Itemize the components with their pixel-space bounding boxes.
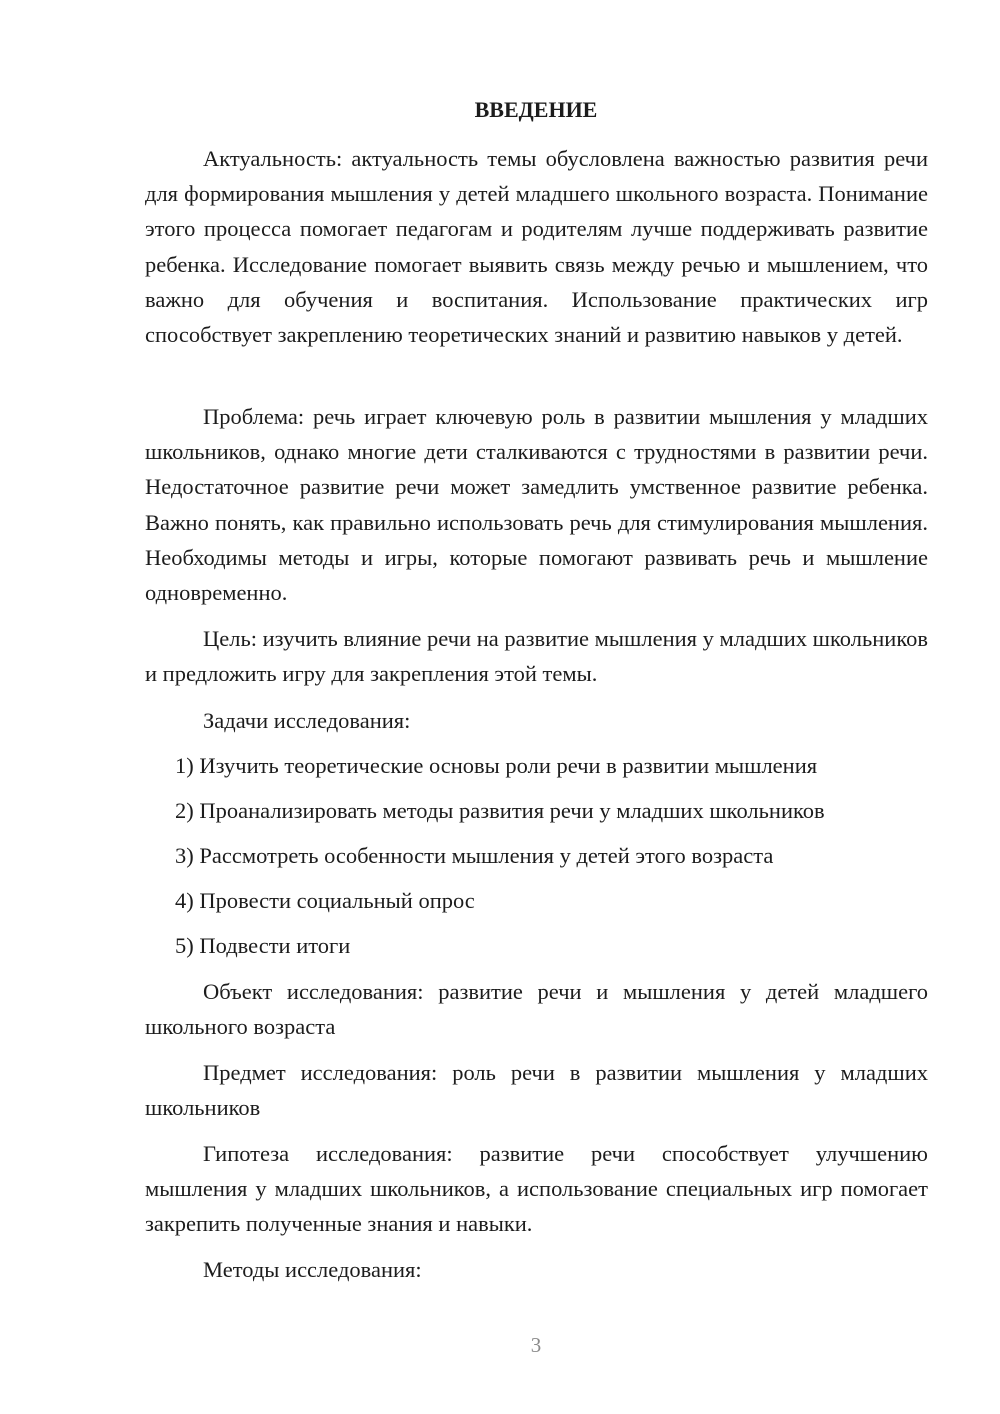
- task-item-4: 4) Провести социальный опрос: [175, 888, 475, 913]
- subject-paragraph: Предмет исследования: роль речи в развитии мышления у младших школьников: [145, 1060, 928, 1121]
- goal-paragraph: Цель: изучить влияние речи на развитие мышления у младших школьников и предложить игру для закрепления этой темы.: [145, 626, 928, 687]
- tasks-heading: Задачи исследования:: [203, 708, 411, 733]
- page-number: 3: [530, 1333, 542, 1357]
- problem-paragraph: Проблема: речь играет ключевую роль в развитии мышления у младших школьников, однако многие дети сталкиваются с трудностями в развитии речи. Недостаточное развитие речи может замедлить умственное развитие ребенка. Важно понять, как правильно использовать речь для стимулирования мышления. Необходимы методы и игры, которые помогают развивать речь и мышление одновременно.: [145, 404, 928, 606]
- relevance-paragraph: Актуальность: актуальность темы обусловлена важностью развития речи для формирования мышления у детей младшего школьного возраста. Понимание этого процесса помогает педагогам и родителям лучше поддерживать развитие ребенка. Исследование помогает выявить связь между речью и мышлением, что важно для обучения и воспитания. Использование практических игр способствует закреплению теоретических знаний и развитию навыков у детей.: [145, 146, 928, 348]
- hypothesis-paragraph: Гипотеза исследования: развитие речи способствует улучшению мышления у младших школьников, а использование специальных игр помогает закрепить полученные знания и навыки.: [145, 1141, 928, 1237]
- task-item-3: 3) Рассмотреть особенности мышления у детей этого возраста: [175, 843, 774, 868]
- object-paragraph: Объект исследования: развитие речи и мышления у детей младшего школьного возраста: [145, 979, 928, 1040]
- task-item-5: 5) Подвести итоги: [175, 933, 351, 958]
- page-title: ВВЕДЕНИЕ: [474, 97, 598, 122]
- methods-heading: Методы исследования:: [203, 1257, 422, 1282]
- task-item-2: 2) Проанализировать методы развития речи у младших школьников: [175, 798, 825, 823]
- task-item-1: 1) Изучить теоретические основы роли речи в развитии мышления: [175, 753, 818, 778]
